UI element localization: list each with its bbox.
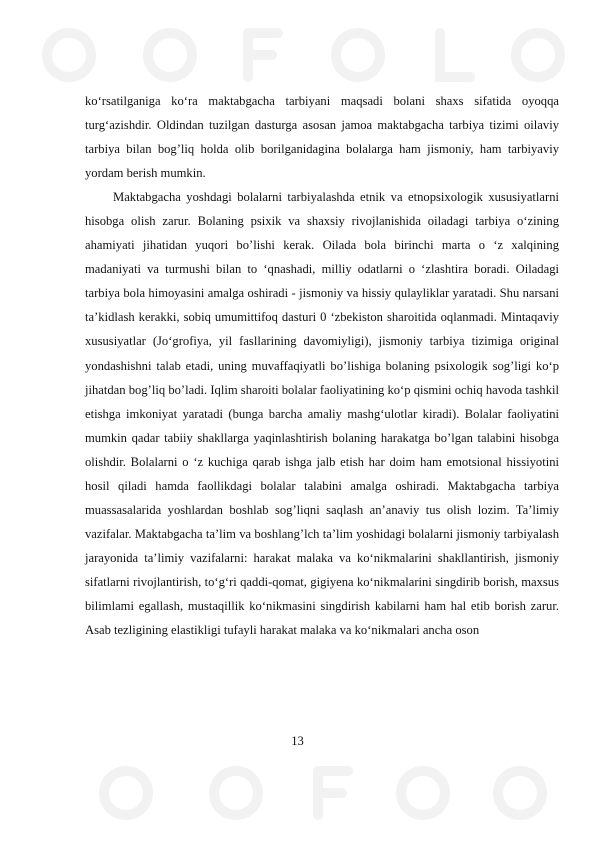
paragraph: ko‘rsatilganiga ko‘ra maktabgacha tarbiyani maqsadi bolani shaxs sifatida oyoqqa turg‘azishdir. Oldindan tuzilgan dasturga asosan jamoa maktabgacha tarbiya tizimi oilaviy tarbiya bilan bog’liq holda olib borilganidagina bolalarga ham jismoniy, ham tarbiyaviy yordam berish mumkin. [85,94,559,181]
page-number: 13 [291,734,304,748]
paragraph: Maktabgacha yoshdagi bolalarni tarbiyalashda etnik va etnopsixologik xususiyatlarni hisobga olish zarur. Bolaning psixik va shaxsiy rivojlanishida oiladagi tarbiya o‘zining ahamiyati jihatidan yuqori bo’lishi kerak. Oilada bola birinchi marta o ‘z xalqining madaniyati va turmushi bilan to ‘qnashadi, milliy odatlarni o ‘zlashtira boradi. Oiladagi tarbiya bola himoyasini amalga oshiradi - jismoniy va hissiy qulayliklar yaratadi. Shu narsani ta’kidlash kerakki, sobiq umumittifoq dasturi 0 ‘zbekiston sharoitida oqlanmadi. Mintaqaviy xususiyatlar (Jo‘grofiya, yil fasllarining davomiyligi), jismoniy tarbiya tizimiga original yondashishni talab etadi, uning muvaffaqiyatli bo’lishiga bolaning psixologik sog’ligi ko‘p jihatdan bog’liq bo’ladi. Iqlim sharoiti bolalar faoliyatining ko‘p qismini ochiq havoda tashkil etishga imkoniyat yaratadi (bunga barcha amaliy mashg‘ulotlar kiradi). Bolalar faoliyatini mumkin qadar tabiiy shakllarga yaqinlashtirish bolaning harakatga bo’lgan talabini hisobga olishdir. Bolalarni o ‘z kuchiga qarab ishga jalb etish har doim ham emotsional hissiyotini hosil qiladi hamda faollikdagi bolalar talabini amalga oshiradi. Maktabgacha tarbiya muassasalarida yoshlardan boshlab sog’liqni saqlash an’anaviy tus olish lozim. Ta’limiy vazifalar. Maktabgacha ta’lim va boshlang’lch ta’lim yoshidagi bolalarni jismoniy tarbiyalash jarayonida ta’limiy vazifalarni: harakat malaka va ko‘nikmalarini shakllantirish, jismoniy sifatlarni rivojlantirish, to‘g‘ri qaddi-qomat, gigiyena ko‘nikmalarini singdirib borish, maxsus bilimlami egallash, mustaqillik ko‘nikmasini singdirish kabilarni ham hal etib borish zarur. Asab tezligining elastikligi tufayli harakat malaka va ko‘nikmalari ancha oson [85,190,559,638]
body-text [85,89,559,642]
